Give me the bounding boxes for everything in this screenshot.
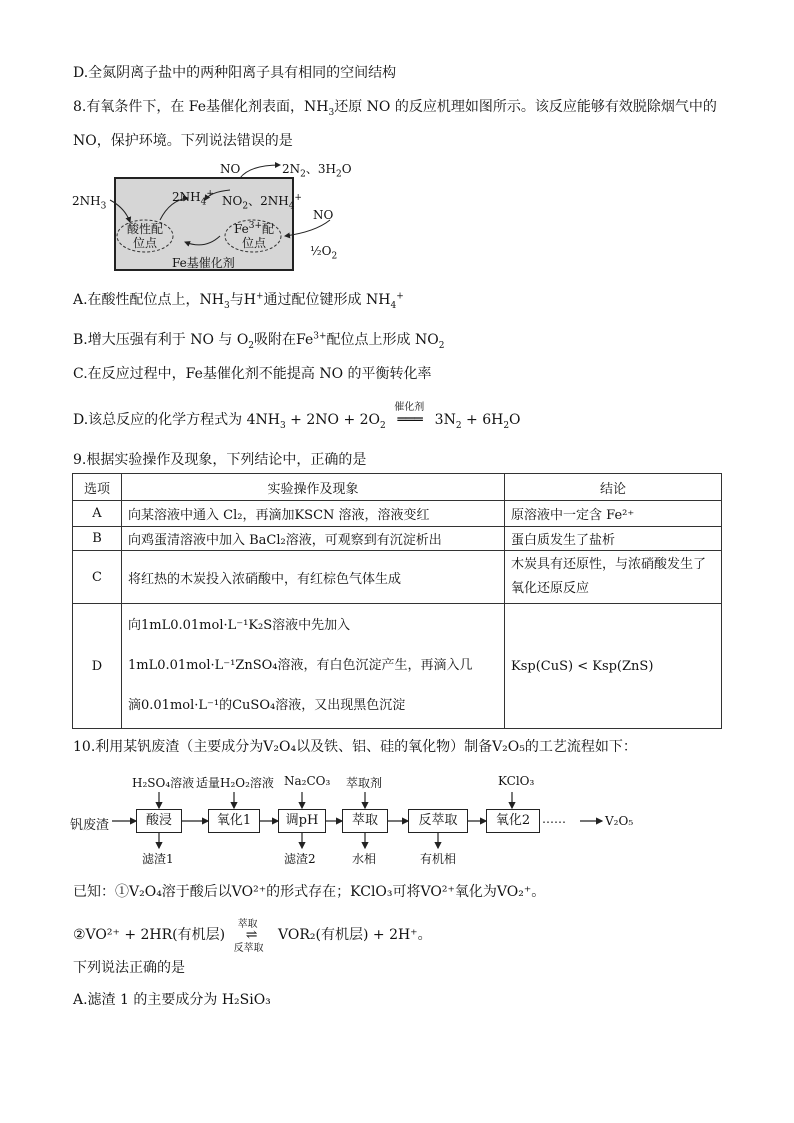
input-extractant: 萃取剂 xyxy=(346,776,383,790)
q9-stem: 9.根据实验操作及现象，下列结论中，正确的是 xyxy=(73,452,367,468)
q8-option-c: C.在反应过程中，Fe基催化剂不能提高 NO 的平衡转化率 xyxy=(73,366,432,382)
q10-stem: 10.利用某钒废渣（主要成分为V₂O₄以及铁、铝、硅的氧化物）制备V₂O₅的工艺流程如下： xyxy=(73,739,637,755)
row-a-operation: 向某溶液中通入 Cl₂，再滴加KSCN 溶液，溶液变红 xyxy=(122,501,505,527)
output-aqueous: 水相 xyxy=(352,852,377,866)
q8-option-d: D.该总反应的化学方程式为 $4NH_3 + 2NO + 2O_2$ 催化剂 ═══ $3N_2 + 6H_2O$ xyxy=(73,410,521,430)
step-adjust-ph: 调pH xyxy=(278,809,326,833)
row-b-operation: 向鸡蛋清溶液中加入 BaCl₂溶液，可观察到有沉淀析出 xyxy=(122,527,505,551)
output-organic: 有机相 xyxy=(420,852,457,866)
q8-mechanism-diagram xyxy=(70,160,370,278)
row-c-operation: 将红热的木炭投入浓硝酸中，有红棕色气体生成 xyxy=(122,551,505,604)
products-label: $2N_2$、$3H_2O$ xyxy=(282,162,352,180)
step-oxidation2: 氧化2 xyxy=(486,809,540,833)
catalyst-condition: 催化剂 xyxy=(394,402,425,413)
header-conclusion: 结论 xyxy=(505,474,722,501)
table-row xyxy=(73,604,722,729)
output-residue1: 滤渣1 xyxy=(142,852,174,866)
flow-start: 钒废渣 xyxy=(70,818,110,833)
flow-end: V₂O₅ xyxy=(605,814,634,828)
q10-process-flow xyxy=(70,770,670,865)
q10-known2: ②VO²⁺ + 2HR(有机层) 萃取 ⇌ 反萃取 VOR₂(有机层) + 2H⁺。 xyxy=(73,925,432,945)
nh3-label: $2NH_3$ xyxy=(72,194,107,212)
catalyst-label: Fe基催化剂 xyxy=(172,256,235,270)
nh4-label: $2NH_4^+$ xyxy=(172,189,214,208)
step-extraction: 萃取 xyxy=(342,809,388,833)
q10-known1: 已知：①V₂O₄溶于酸后以VO²⁺的形式存在；KClO₃可将VO²⁺氧化为VO₂⁺。 xyxy=(73,884,546,900)
row-a-option: A xyxy=(73,501,122,527)
input-kclo3: KClO₃ xyxy=(498,774,535,788)
fe-site-label: $Fe^{3+}$配位点 xyxy=(233,221,275,250)
q10-option-a: A.滤渣 1 的主要成分为 H₂SiO₃ xyxy=(73,992,271,1008)
input-h2o2: 适量H₂O₂溶液 xyxy=(196,776,274,790)
no-top-label: NO xyxy=(220,162,241,176)
row-d-operation: 向1mL0.01mol·L⁻¹K₂S溶液中先加入 1mL0.01mol·L⁻¹ZnSO₄溶液，有白色沉淀产生，再滴入几 滴0.01mol·L⁻¹的CuSO₄溶液，又出现黑色沉淀 xyxy=(122,604,505,729)
eq-forward-label: 萃取 xyxy=(237,919,258,930)
step-back-extraction: 反萃取 xyxy=(408,809,468,833)
table-row xyxy=(73,551,722,604)
table-row xyxy=(73,501,722,527)
q8-stem-line1: 8.有氧条件下，在 Fe基催化剂表面，$NH_3$还原 NO 的反应机理如图所示。该反应能够有效脱除烟气中的 xyxy=(73,99,717,118)
flow-dots: …… xyxy=(542,812,566,826)
step-acid-leach: 酸浸 xyxy=(136,809,182,833)
input-na2co3: Na₂CO₃ xyxy=(284,774,331,788)
row-a-conclusion: 原溶液中一定含 Fe²⁺ xyxy=(505,501,722,527)
half-o2-label: $\frac{1}{2}O_2$ xyxy=(310,244,338,262)
row-c-option: C xyxy=(73,551,122,604)
row-b-option: B xyxy=(73,527,122,551)
row-c-conclusion: 木炭具有还原性，与浓硝酸发生了氧化还原反应 xyxy=(505,551,722,604)
no2-nh4-label: $NO_2$、$2NH_4^+$ xyxy=(222,193,302,212)
q10-ask: 下列说法正确的是 xyxy=(73,960,185,976)
acid-site-label: 酸性配位点 xyxy=(126,222,163,250)
input-h2so4: H₂SO₄溶液 xyxy=(132,776,195,790)
header-option: 选项 xyxy=(73,474,122,501)
step-oxidation1: 氧化1 xyxy=(208,809,260,833)
row-d-conclusion: Ksp(CuS) < Ksp(ZnS) xyxy=(505,604,722,729)
no-right-label: NO xyxy=(313,208,334,222)
table-header xyxy=(73,474,722,501)
q8-stem-line2: NO，保护环境。下列说法错误的是 xyxy=(73,133,293,149)
row-d-option: D xyxy=(73,604,122,729)
q9-table xyxy=(72,473,722,729)
table-row xyxy=(73,527,722,551)
q8-option-a: A.在酸性配位点上，$NH_3$与H+通过配位键形成 $NH_4^+$ xyxy=(73,291,404,311)
q7-option-d: D.全氮阴离子盐中的两种阳离子具有相同的空间结构 xyxy=(73,65,397,81)
output-residue2: 滤渣2 xyxy=(284,852,316,866)
row-b-conclusion: 蛋白质发生了盐析 xyxy=(505,527,722,551)
header-operation: 实验操作及现象 xyxy=(122,474,505,501)
eq-reverse-label: 反萃取 xyxy=(233,943,264,954)
q8-option-b: B.增大压强有利于 NO 与 $O_2$吸附在$Fe^{3+}$配位点上形成 $NO_2$ xyxy=(73,331,445,351)
